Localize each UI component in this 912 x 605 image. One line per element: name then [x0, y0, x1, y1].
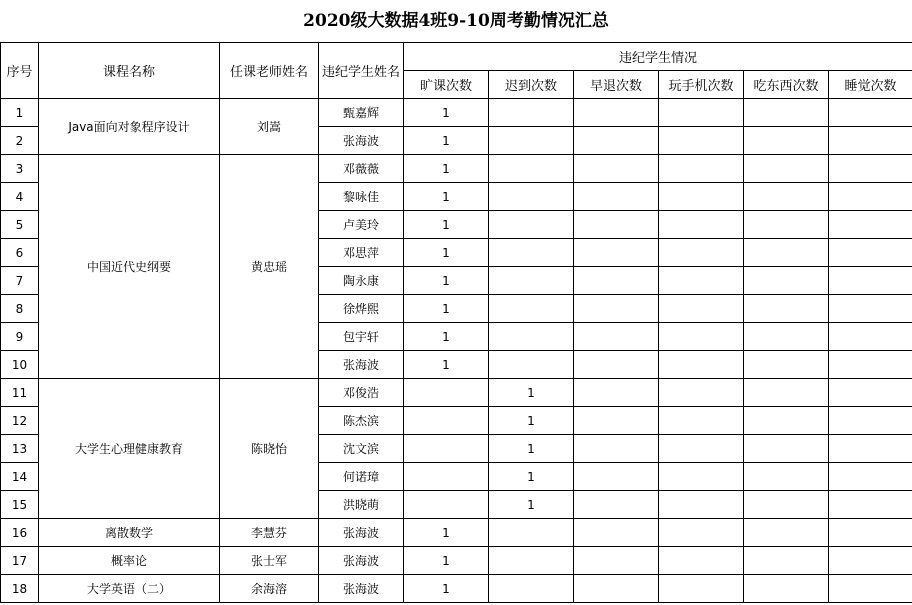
cell-early [574, 463, 659, 491]
cell-late [489, 575, 574, 603]
cell-seq: 8 [1, 295, 39, 323]
header-seq: 序号 [1, 43, 39, 99]
cell-phone [659, 575, 744, 603]
cell-phone [659, 127, 744, 155]
cell-seq: 2 [1, 127, 39, 155]
cell-seq: 4 [1, 183, 39, 211]
cell-absent: 1 [404, 239, 489, 267]
cell-late: 1 [489, 463, 574, 491]
cell-early [574, 267, 659, 295]
cell-eat [744, 127, 829, 155]
cell-late [489, 127, 574, 155]
cell-phone [659, 99, 744, 127]
cell-eat [744, 295, 829, 323]
header-late: 迟到次数 [489, 71, 574, 99]
cell-late [489, 239, 574, 267]
cell-eat [744, 519, 829, 547]
cell-student: 甄嘉辉 [319, 99, 404, 127]
cell-late [489, 267, 574, 295]
cell-phone [659, 351, 744, 379]
cell-seq: 14 [1, 463, 39, 491]
cell-seq: 3 [1, 155, 39, 183]
cell-student: 沈文滨 [319, 435, 404, 463]
cell-course: 大学生心理健康教育 [39, 379, 220, 519]
cell-early [574, 379, 659, 407]
cell-absent: 1 [404, 99, 489, 127]
cell-phone [659, 519, 744, 547]
cell-seq: 12 [1, 407, 39, 435]
cell-sleep [829, 295, 912, 323]
cell-sleep [829, 519, 912, 547]
cell-absent [404, 491, 489, 519]
header-teacher: 任课老师姓名 [220, 43, 319, 99]
cell-sleep [829, 99, 912, 127]
cell-student: 邓俊浩 [319, 379, 404, 407]
cell-student: 张海波 [319, 519, 404, 547]
cell-early [574, 575, 659, 603]
cell-student: 邓薇薇 [319, 155, 404, 183]
cell-sleep [829, 127, 912, 155]
page-title: 2020级大数据4班9-10周考勤情况汇总 [303, 11, 609, 31]
cell-early [574, 295, 659, 323]
cell-eat [744, 435, 829, 463]
cell-early [574, 127, 659, 155]
cell-teacher: 黄忠瑶 [220, 155, 319, 379]
cell-sleep [829, 379, 912, 407]
cell-absent: 1 [404, 575, 489, 603]
cell-absent [404, 379, 489, 407]
cell-eat [744, 211, 829, 239]
cell-late: 1 [489, 407, 574, 435]
cell-early [574, 351, 659, 379]
cell-phone [659, 267, 744, 295]
cell-absent: 1 [404, 519, 489, 547]
cell-seq: 17 [1, 547, 39, 575]
cell-student: 陈杰滨 [319, 407, 404, 435]
cell-early [574, 239, 659, 267]
cell-sleep [829, 435, 912, 463]
cell-absent: 1 [404, 547, 489, 575]
cell-late: 1 [489, 379, 574, 407]
cell-late [489, 351, 574, 379]
cell-late [489, 519, 574, 547]
cell-seq: 13 [1, 435, 39, 463]
cell-student: 张海波 [319, 351, 404, 379]
cell-student: 邓思萍 [319, 239, 404, 267]
cell-phone [659, 435, 744, 463]
cell-eat [744, 547, 829, 575]
cell-course: 中国近代史纲要 [39, 155, 220, 379]
cell-phone [659, 155, 744, 183]
cell-eat [744, 407, 829, 435]
header-sleep: 睡觉次数 [829, 71, 912, 99]
cell-absent: 1 [404, 323, 489, 351]
cell-eat [744, 575, 829, 603]
cell-phone [659, 239, 744, 267]
cell-eat [744, 379, 829, 407]
cell-phone [659, 407, 744, 435]
cell-sleep [829, 351, 912, 379]
header-eat: 吃东西次数 [744, 71, 829, 99]
table-row [1, 575, 912, 603]
cell-course: 概率论 [39, 547, 220, 575]
cell-eat [744, 323, 829, 351]
cell-eat [744, 491, 829, 519]
cell-eat [744, 463, 829, 491]
cell-early [574, 323, 659, 351]
table-row [1, 99, 912, 127]
table-row [1, 519, 912, 547]
cell-sleep [829, 155, 912, 183]
cell-absent [404, 463, 489, 491]
cell-absent: 1 [404, 295, 489, 323]
cell-seq: 18 [1, 575, 39, 603]
cell-teacher: 张士军 [220, 547, 319, 575]
cell-student: 徐烨熙 [319, 295, 404, 323]
cell-seq: 5 [1, 211, 39, 239]
cell-early [574, 183, 659, 211]
cell-seq: 11 [1, 379, 39, 407]
cell-teacher: 李慧芬 [220, 519, 319, 547]
cell-phone [659, 379, 744, 407]
cell-early [574, 211, 659, 239]
table-row [1, 379, 912, 407]
cell-sleep [829, 575, 912, 603]
cell-teacher: 陈晓怡 [220, 379, 319, 519]
cell-student: 黎咏佳 [319, 183, 404, 211]
cell-student: 张海波 [319, 547, 404, 575]
cell-seq: 9 [1, 323, 39, 351]
header-phone: 玩手机次数 [659, 71, 744, 99]
cell-course: 大学英语（二） [39, 575, 220, 603]
header-early: 早退次数 [574, 71, 659, 99]
cell-late [489, 183, 574, 211]
cell-early [574, 407, 659, 435]
cell-phone [659, 491, 744, 519]
cell-course: 离散数学 [39, 519, 220, 547]
cell-early [574, 99, 659, 127]
cell-phone [659, 547, 744, 575]
cell-seq: 7 [1, 267, 39, 295]
cell-teacher: 余海溶 [220, 575, 319, 603]
cell-sleep [829, 491, 912, 519]
cell-eat [744, 155, 829, 183]
cell-seq: 15 [1, 491, 39, 519]
cell-student: 洪晓萌 [319, 491, 404, 519]
cell-absent: 1 [404, 183, 489, 211]
cell-eat [744, 267, 829, 295]
cell-phone [659, 295, 744, 323]
cell-sleep [829, 407, 912, 435]
cell-absent: 1 [404, 155, 489, 183]
cell-phone [659, 211, 744, 239]
cell-late: 1 [489, 491, 574, 519]
cell-sleep [829, 267, 912, 295]
cell-eat [744, 99, 829, 127]
table-body [1, 99, 912, 603]
cell-absent: 1 [404, 267, 489, 295]
cell-student: 何诺璋 [319, 463, 404, 491]
cell-late [489, 155, 574, 183]
cell-early [574, 519, 659, 547]
cell-late [489, 547, 574, 575]
cell-phone [659, 463, 744, 491]
cell-eat [744, 239, 829, 267]
cell-early [574, 547, 659, 575]
cell-late: 1 [489, 435, 574, 463]
cell-sleep [829, 463, 912, 491]
cell-absent: 1 [404, 351, 489, 379]
cell-student: 包宇轩 [319, 323, 404, 351]
cell-late [489, 99, 574, 127]
cell-early [574, 155, 659, 183]
attendance-table [0, 42, 912, 603]
cell-student: 卢美玲 [319, 211, 404, 239]
cell-course: Java面向对象程序设计 [39, 99, 220, 155]
cell-sleep [829, 211, 912, 239]
header-absent: 旷课次数 [404, 71, 489, 99]
table-row [1, 155, 912, 183]
cell-late [489, 211, 574, 239]
cell-early [574, 435, 659, 463]
cell-student: 陶永康 [319, 267, 404, 295]
header-course: 课程名称 [39, 43, 220, 99]
cell-absent [404, 407, 489, 435]
cell-eat [744, 351, 829, 379]
header-student: 违纪学生姓名 [319, 43, 404, 99]
table-row [1, 547, 912, 575]
cell-student: 张海波 [319, 575, 404, 603]
cell-teacher: 刘嵩 [220, 99, 319, 155]
cell-seq: 16 [1, 519, 39, 547]
cell-absent: 1 [404, 127, 489, 155]
cell-late [489, 323, 574, 351]
cell-seq: 10 [1, 351, 39, 379]
cell-student: 张海波 [319, 127, 404, 155]
cell-sleep [829, 239, 912, 267]
cell-sleep [829, 547, 912, 575]
cell-absent [404, 435, 489, 463]
cell-seq: 6 [1, 239, 39, 267]
cell-phone [659, 183, 744, 211]
cell-sleep [829, 183, 912, 211]
cell-phone [659, 323, 744, 351]
cell-eat [744, 183, 829, 211]
cell-seq: 1 [1, 99, 39, 127]
cell-sleep [829, 323, 912, 351]
header-violation-group: 违纪学生情况 [404, 43, 912, 71]
cell-absent: 1 [404, 211, 489, 239]
cell-late [489, 295, 574, 323]
cell-early [574, 491, 659, 519]
